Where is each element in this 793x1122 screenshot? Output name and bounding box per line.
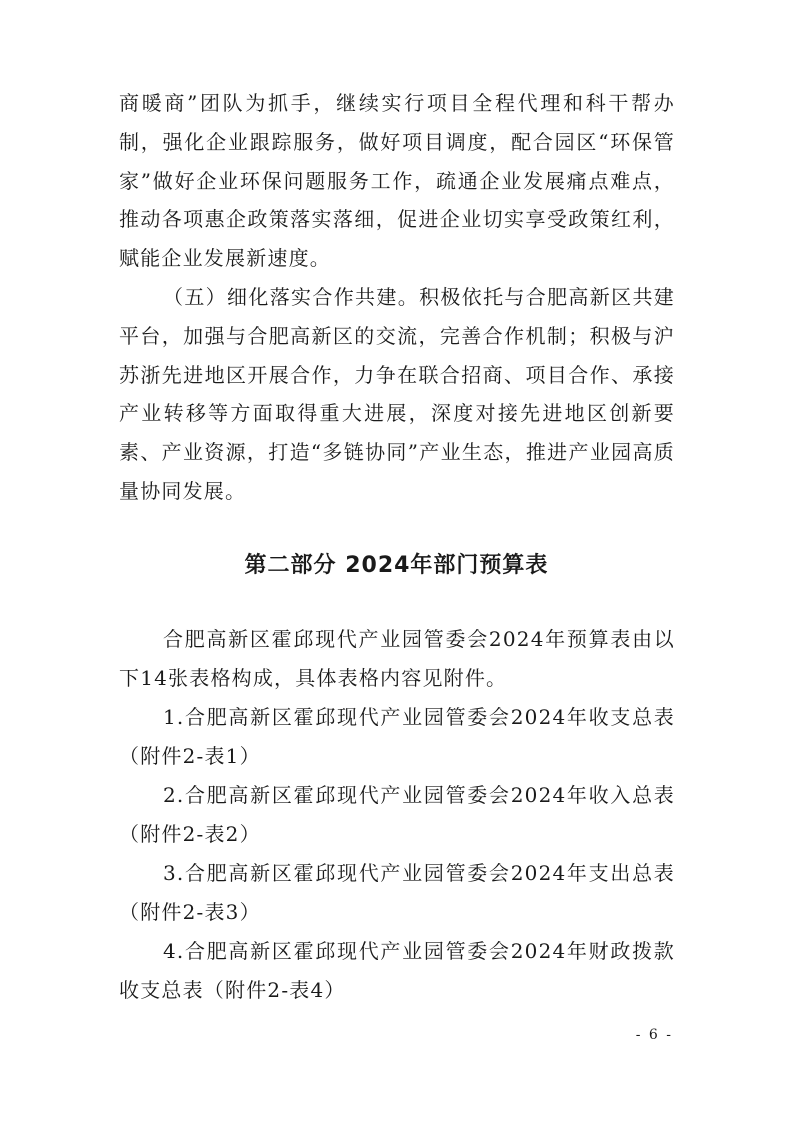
intro-paragraph: 合肥高新区霍邱现代产业园管委会2024年预算表由以下14张表格构成，具体表格内容见附件。 (119, 627, 675, 690)
page-number: - 6 - (635, 1027, 673, 1043)
section-heading: 第二部分 2024年部门预算表 (244, 553, 549, 578)
list-item: 2.合肥高新区霍邱现代产业园管委会2024年收入总表（附件2-表2） (119, 783, 675, 846)
list-item: 4.合肥高新区霍邱现代产业园管委会2024年财政拨款收支总表（附件2-表4） (119, 939, 675, 1002)
paragraph-continuation: 商暖商”团队为抓手，继续实行项目全程代理和科干帮办制，强化企业跟踪服务，做好项目调度，配合园区“环保管家”做好企业环保问题服务工作，疏通企业发展痛点难点，推动各项惠企政策落实落细，促进企业切实享受政策红利，赋能企业发展新速度。 (119, 91, 675, 271)
list-item: 1.合肥高新区霍邱现代产业园管委会2024年收支总表（附件2-表1） (119, 705, 675, 768)
paragraph-cooperation: （五）细化落实合作共建。积极依托与合肥高新区共建平台，加强与合肥高新区的交流，完善合作机制；积极与沪苏浙先进地区开展合作，力争在联合招商、项目合作、承接产业转移等方面取得重大进展，深度对接先进地区创新要素、产业资源，打造“多链协同”产业生态，推进产业园高质量协同发展。 (119, 285, 675, 503)
list-item: 3.合肥高新区霍邱现代产业园管委会2024年支出总表（附件2-表3） (119, 861, 675, 924)
